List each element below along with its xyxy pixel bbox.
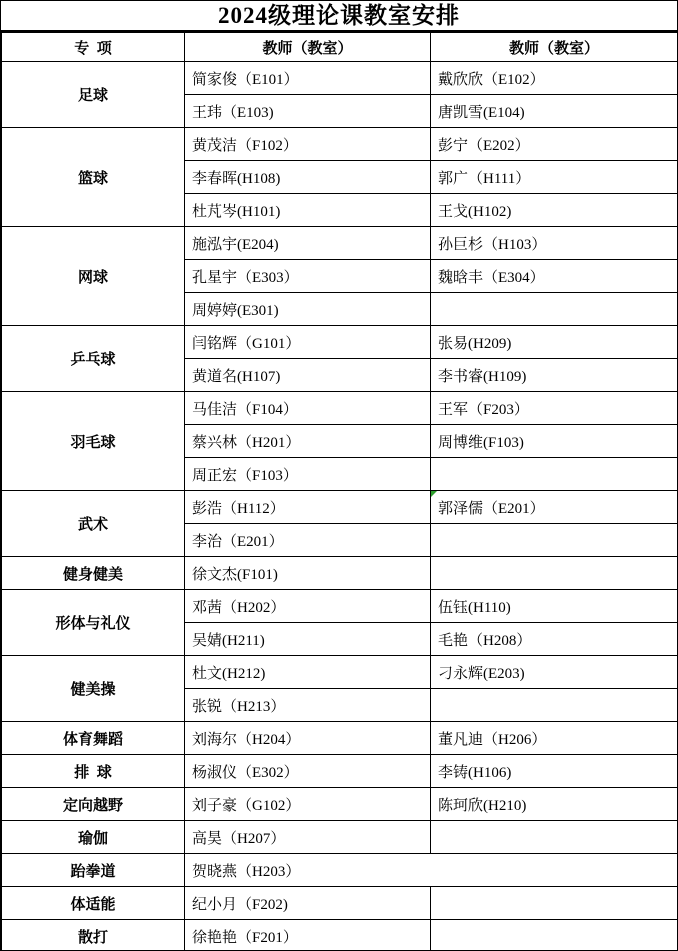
teacher-room-cell: 孙巨杉（H103） [431, 227, 678, 260]
teacher-room-cell: 李治（E201） [185, 524, 431, 557]
header-teacher-room-2: 教师（教室） [431, 33, 678, 62]
table-row [2, 557, 678, 590]
table-row [2, 854, 678, 887]
specialty-cell: 瑜伽 [2, 821, 185, 854]
teacher-room-cell: 杨淑仪（E302） [185, 755, 431, 788]
teacher-room-cell: 张易(H209) [431, 326, 678, 359]
teacher-room-cell: 杜文(H212) [185, 656, 431, 689]
teacher-room-cell: 毛艳（H208） [431, 623, 678, 656]
teacher-room-cell: 刁永辉(E203) [431, 656, 678, 689]
table-row [2, 755, 678, 788]
table-row [2, 920, 678, 951]
teacher-room-cell: 蔡兴林（H201） [185, 425, 431, 458]
specialty-cell: 健身健美 [2, 557, 185, 590]
teacher-room-cell: 王戈(H102) [431, 194, 678, 227]
teacher-room-cell [431, 887, 678, 920]
specialty-cell: 排 球 [2, 755, 185, 788]
teacher-room-cell: 黄茂洁（F102） [185, 128, 431, 161]
teacher-room-cell [431, 689, 678, 722]
schedule-table-body [2, 62, 678, 951]
teacher-room-cell: 徐艳艳（F201） [185, 920, 431, 951]
header-row [2, 33, 678, 62]
specialty-cell: 篮球 [2, 128, 185, 227]
specialty-cell: 跆拳道 [2, 854, 185, 887]
specialty-cell: 网球 [2, 227, 185, 326]
teacher-room-cell: 简家俊（E101） [185, 62, 431, 95]
teacher-room-cell: 彭宁（E202） [431, 128, 678, 161]
specialty-cell: 散打 [2, 920, 185, 951]
teacher-room-cell: 郭泽儒（E201） [431, 491, 678, 524]
teacher-room-cell [431, 821, 678, 854]
teacher-room-cell: 王玮（E103) [185, 95, 431, 128]
table-row [2, 656, 678, 689]
teacher-room-cell: 邓茜（H202） [185, 590, 431, 623]
teacher-room-cell: 彭浩（H112） [185, 491, 431, 524]
specialty-cell: 羽毛球 [2, 392, 185, 491]
table-row [2, 62, 678, 95]
specialty-cell: 定向越野 [2, 788, 185, 821]
teacher-room-cell: 孔星宇（E303） [185, 260, 431, 293]
table-row [2, 821, 678, 854]
teacher-room-cell: 黄道名(H107) [185, 359, 431, 392]
teacher-room-cell [431, 920, 678, 951]
teacher-room-cell: 伍钰(H110) [431, 590, 678, 623]
specialty-cell: 健美操 [2, 656, 185, 722]
table-row [2, 227, 678, 260]
teacher-room-cell: 魏晗丰（E304） [431, 260, 678, 293]
teacher-room-cell: 杜芃岑(H101) [185, 194, 431, 227]
teacher-room-cell [431, 293, 678, 326]
table-row [2, 128, 678, 161]
specialty-cell: 武术 [2, 491, 185, 557]
teacher-room-cell: 周博维(F103) [431, 425, 678, 458]
header-teacher-room-1: 教师（教室） [185, 33, 431, 62]
schedule-table [1, 32, 678, 951]
header-specialty: 专 项 [2, 33, 185, 62]
teacher-room-cell: 闫铭辉（G101） [185, 326, 431, 359]
table-row [2, 788, 678, 821]
teacher-room-cell: 刘海尔（H204） [185, 722, 431, 755]
teacher-room-cell: 纪小月（F202) [185, 887, 431, 920]
page-title: 2024级理论课教室安排 [1, 1, 677, 32]
teacher-room-cell: 李铸(H106) [431, 755, 678, 788]
specialty-cell: 体育舞蹈 [2, 722, 185, 755]
teacher-room-cell [431, 557, 678, 590]
specialty-cell: 乒乓球 [2, 326, 185, 392]
specialty-cell: 体适能 [2, 887, 185, 920]
teacher-room-cell: 李书睿(H109) [431, 359, 678, 392]
teacher-room-cell: 周婷婷(E301) [185, 293, 431, 326]
table-row [2, 326, 678, 359]
teacher-room-cell: 李春晖(H108) [185, 161, 431, 194]
specialty-cell: 足球 [2, 62, 185, 128]
teacher-room-cell: 刘子豪（G102） [185, 788, 431, 821]
teacher-room-cell: 王军（F203） [431, 392, 678, 425]
teacher-room-cell: 贺晓燕（H203） [185, 854, 678, 887]
table-row [2, 491, 678, 524]
teacher-room-cell: 郭广（H111） [431, 161, 678, 194]
teacher-room-cell [431, 458, 678, 491]
teacher-room-cell [431, 524, 678, 557]
teacher-room-cell: 吴婧(H211) [185, 623, 431, 656]
specialty-cell: 形体与礼仪 [2, 590, 185, 656]
teacher-room-cell: 马佳洁（F104） [185, 392, 431, 425]
teacher-room-cell: 高昊（H207） [185, 821, 431, 854]
table-row [2, 392, 678, 425]
table-row [2, 590, 678, 623]
teacher-room-cell: 徐文杰(F101) [185, 557, 431, 590]
teacher-room-cell: 唐凯雪(E104) [431, 95, 678, 128]
teacher-room-cell: 周正宏（F103） [185, 458, 431, 491]
table-row [2, 722, 678, 755]
teacher-room-cell: 施泓宇(E204) [185, 227, 431, 260]
teacher-room-cell: 张锐（H213） [185, 689, 431, 722]
table-row [2, 887, 678, 920]
teacher-room-cell: 戴欣欣（E102） [431, 62, 678, 95]
teacher-room-cell: 陈珂欣(H210) [431, 788, 678, 821]
teacher-room-cell: 董凡迪（H206） [431, 722, 678, 755]
